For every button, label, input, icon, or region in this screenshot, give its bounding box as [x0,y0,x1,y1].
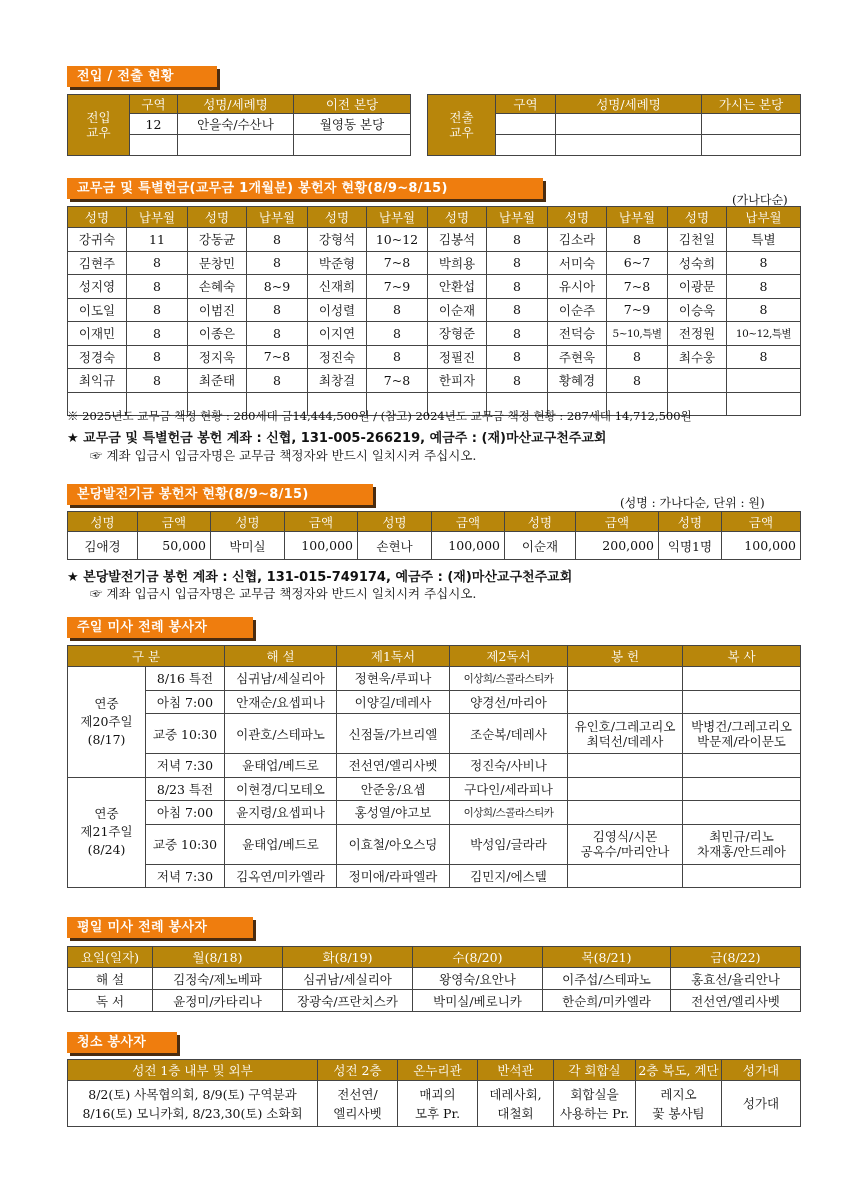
table-cell [556,135,702,156]
table-cell: 홍성열/야고보 [337,801,450,825]
table-cell [68,1081,318,1127]
header-cell: 성가대 [722,1060,801,1081]
table-cell: 정진숙/사비나 [450,754,568,778]
header-cell: 2층 복도, 계단 [636,1060,722,1081]
header-cell: 납부월 [247,207,308,228]
table-cell: 정진숙 [308,345,367,369]
table-cell [683,754,801,778]
fund-section-title: 본당발전기금 봉헌자 현황(8/9~8/15) [67,484,373,505]
table-cell: 박성임/글라라 [450,824,568,864]
table-cell: 월영동 본당 [294,114,411,135]
transfer-in-table [67,94,411,156]
transfer-in-label: 전입 교우 [68,95,130,156]
table-cell: 5~10,특별 [607,322,668,346]
table-cell: 최준태 [188,369,247,393]
table-cell [683,690,801,714]
dues-table [67,206,801,416]
table-cell: 안준웅/요셉 [337,777,450,801]
table-cell: 8 [487,369,548,393]
header-cell: 구역 [130,95,178,114]
cleaning-table [67,1059,801,1127]
cell-line: 매괴의 [419,1086,456,1102]
cell-line: 성가대 [742,1096,780,1111]
table-cell: 김천일 [668,228,727,252]
week-label-line: 연중 [94,806,119,822]
table-cell: 8 [487,298,548,322]
table-cell: 강귀숙 [68,228,127,252]
table-cell: 이성렬 [308,298,367,322]
header-cell: 금액 [138,512,211,532]
table-cell: 12 [130,114,178,135]
table-cell: 7~8 [367,251,428,275]
table-cell: 8 [487,228,548,252]
header-cell: 성명 [68,512,138,532]
table-cell: 이지연 [308,322,367,346]
table-row [68,667,801,691]
table-cell: 김현주 [68,251,127,275]
header-cell: 월(8/18) [153,947,283,968]
table-cell: 이순재 [428,298,487,322]
table-cell: 김봉석 [428,228,487,252]
table-cell: 8 [127,298,188,322]
table-cell: 손현나 [358,532,432,560]
header-cell: 각 회합실 [554,1060,636,1081]
dues-account: ★ 교무금 및 특별헌금 봉헌 계좌 : 신협, 131-005-266219, 예금주 : (재)마산교구천주교회 [67,431,607,446]
table-cell [683,667,801,691]
cell-line: 8/16(토) 모니카회, 8/23,30(토) 소화회 [82,1105,303,1121]
table-cell: 김민지/에스텔 [450,864,568,888]
mass-time: 저녁 7:30 [146,864,225,888]
table-cell: 김애경 [68,532,138,560]
header-cell: 구역 [496,95,556,114]
cell-line: 박문제/라이문도 [697,733,786,749]
week-label [68,667,146,778]
table-cell: 윤태업/베드로 [225,824,337,864]
cell-line: 박병건/그레고리오 [691,718,792,734]
header-cell: 성명 [428,207,487,228]
table-cell [568,714,683,754]
table-cell: 정현욱/루피나 [337,667,450,691]
table-row [68,824,801,864]
header-cell: 해 설 [225,646,337,667]
table-cell: 10~12,특별 [727,322,801,346]
table-cell [318,1081,398,1127]
table-cell: 8 [127,369,188,393]
table-cell: 8 [247,369,308,393]
header-cell: 금(8/22) [671,947,801,968]
cell-line: 유인호/그레고리오 [574,718,676,734]
table-cell: 7~8 [607,275,668,299]
table-cell: 8 [487,322,548,346]
table-row [68,754,801,778]
header-cell: 화(8/19) [283,947,413,968]
table-cell [568,667,683,691]
cell-line: 최민규/리노 [709,829,774,844]
weekday-section-title: 평일 미사 전례 봉사자 [67,917,253,938]
table-cell [702,135,801,156]
table-cell: 정필진 [428,345,487,369]
header-cell: 납부월 [607,207,668,228]
table-cell: 7~9 [367,275,428,299]
table-cell: 손혜숙 [188,275,247,299]
table-cell: 이상희/스콜라스티카 [450,667,568,691]
table-cell: 해 설 [68,968,153,990]
table-cell [554,1081,636,1127]
table-row [68,275,801,299]
header-cell: 온누리관 [398,1060,478,1081]
table-cell: 왕영숙/요안나 [413,968,543,990]
table-cell: 최익규 [68,369,127,393]
table-row [68,714,801,754]
table-cell: 8 [727,345,801,369]
header-cell: 성명/세례명 [178,95,294,114]
table-cell: 8 [247,322,308,346]
cell-line: 김영식/시몬 [592,829,658,844]
table-cell [568,824,683,864]
fund-table [67,511,801,560]
cell-line: 사용하는 Pr. [559,1105,630,1121]
header-cell: 성명 [505,512,576,532]
table-cell: 특별 [727,228,801,252]
table-row [68,345,801,369]
table-cell: 200,000 [576,532,659,560]
table-cell: 정경숙 [68,345,127,369]
table-cell: 전선연/엘리사벳 [671,990,801,1012]
header-cell: 성전 1층 내부 및 외부 [68,1060,318,1081]
table-cell [398,1081,478,1127]
table-cell: 정미애/라파엘라 [337,864,450,888]
table-cell: 8 [727,298,801,322]
table-cell: 8 [487,345,548,369]
table-cell: 이종은 [188,322,247,346]
table-cell: 이관호/스테파노 [225,714,337,754]
table-row [68,369,801,393]
table-cell [568,690,683,714]
header-cell: 금액 [432,512,505,532]
header-cell: 목(8/21) [543,947,671,968]
cell-line: 모후 Pr. [414,1105,461,1121]
cell-line: 꽃 봉사팀 [652,1105,705,1121]
transfer-out-label: 전출 교우 [428,95,496,156]
table-cell: 전선연/엘리사벳 [337,754,450,778]
table-cell [568,864,683,888]
table-row [68,777,801,801]
table-cell: 8 [127,275,188,299]
dues-section-title: 교무금 및 특별헌금(교무금 1개월분) 봉헌자 현황(8/9~8/15) [67,178,543,199]
header-cell: 구 분 [68,646,225,667]
table-cell [668,369,727,393]
table-cell [568,801,683,825]
table-cell: 독 서 [68,990,153,1012]
table-cell: 김정숙/제노베파 [153,968,283,990]
table-cell: 신점돌/가브리엘 [337,714,450,754]
cell-line: 최덕선/데레사 [586,733,664,749]
table-cell: 11 [127,228,188,252]
header-cell: 성전 2층 [318,1060,398,1081]
table-cell: 50,000 [138,532,211,560]
table-cell: 안재순/요셉피나 [225,690,337,714]
week-label-line: 제21주일 [80,824,133,840]
mass-time: 교중 10:30 [146,824,225,864]
table-cell: 전덕승 [548,322,607,346]
cell-line: 데레사회, [489,1086,542,1102]
table-cell: 8 [247,298,308,322]
table-row [68,864,801,888]
table-cell [496,114,556,135]
header-cell: 납부월 [367,207,428,228]
header-cell: 이전 본당 [294,95,411,114]
table-cell: 박희용 [428,251,487,275]
table-cell: 김옥연/미카엘라 [225,864,337,888]
table-cell: 이순재 [505,532,576,560]
dues-status-note: ※ 2025년도 교무금 책정 현황 : 280세대 금14,444,500원 / (참고) 2024년도 교무금 책정 현황 : 287세대 14,712,500원 [67,409,692,423]
table-cell: 100,000 [285,532,358,560]
weekday-table [67,946,801,1012]
table-cell: 8 [127,345,188,369]
header-cell: 성명 [358,512,432,532]
table-cell: 김소라 [548,228,607,252]
table-cell: 박준형 [308,251,367,275]
cell-line: 공옥수/마리안나 [580,844,670,859]
transfer-section-title: 전입 / 전출 현황 [67,66,217,87]
header-cell: 금액 [722,512,801,532]
table-cell: 8~9 [247,275,308,299]
table-cell: 8 [607,369,668,393]
table-cell [683,824,801,864]
table-cell: 안환섭 [428,275,487,299]
cell-line: 레지오 [660,1086,697,1102]
table-cell: 윤태업/베드로 [225,754,337,778]
cell-line: 8/2(토) 사목협의회, 8/9(토) 구역분과 [88,1086,297,1102]
cell-line: 대철회 [497,1105,534,1121]
table-cell: 이범진 [188,298,247,322]
table-cell: 8 [247,251,308,275]
table-cell: 홍효선/율리안나 [671,968,801,990]
table-cell: 문창민 [188,251,247,275]
table-cell: 10~12 [367,228,428,252]
table-cell: 장광숙/프란치스카 [283,990,413,1012]
table-cell: 한순희/미카엘라 [543,990,671,1012]
header-cell: 수(8/20) [413,947,543,968]
table-cell: 서미숙 [548,251,607,275]
table-cell: 7~8 [247,345,308,369]
table-cell: 양경선/마리아 [450,690,568,714]
table-cell [683,714,801,754]
table-cell: 7~8 [367,369,428,393]
week-label-line: (8/24) [87,842,126,858]
table-cell: 박미실/베로니카 [413,990,543,1012]
dues-order-note: (가나다순) [732,193,788,207]
header-cell: 성명 [68,207,127,228]
table-cell: 한피자 [428,369,487,393]
table-cell: 이재민 [68,322,127,346]
table-cell: 성지영 [68,275,127,299]
fund-account: ★ 본당발전기금 봉헌 계좌 : 신협, 131-015-749174, 예금주 : (재)마산교구천주교회 [67,570,573,585]
table-row [68,801,801,825]
table-cell: 강형석 [308,228,367,252]
mass-time: 저녁 7:30 [146,754,225,778]
table-cell: 이승욱 [668,298,727,322]
table-cell: 이양길/데레사 [337,690,450,714]
cell-line: 엘리사벳 [333,1105,382,1121]
table-cell [568,777,683,801]
week-label-line: 연중 [94,695,119,711]
table-cell: 유시아 [548,275,607,299]
cell-line: 회합실을 [570,1086,619,1102]
table-cell: 최수웅 [668,345,727,369]
header-cell: 납부월 [727,207,801,228]
table-cell [722,1081,801,1127]
sunday-section-title: 주일 미사 전례 봉사자 [67,617,253,638]
header-cell: 성명 [668,207,727,228]
table-cell: 100,000 [722,532,801,560]
mass-time: 8/23 특전 [146,777,225,801]
table-cell: 최창걸 [308,369,367,393]
table-cell: 윤지령/요셉피나 [225,801,337,825]
table-cell [568,754,683,778]
table-cell [683,777,801,801]
table-cell: 8 [127,322,188,346]
table-cell: 8 [367,298,428,322]
table-cell: 황혜경 [548,369,607,393]
header-cell: 요일(일자) [68,947,153,968]
table-cell [727,369,801,393]
table-cell: 주현욱 [548,345,607,369]
table-cell: 정지욱 [188,345,247,369]
table-cell: 조순복/데레사 [450,714,568,754]
table-cell [683,864,801,888]
table-cell [683,801,801,825]
table-cell: 8 [727,251,801,275]
fund-account-note: ☞ 계좌 입금시 입금자명은 교무금 책정자와 반드시 일치시켜 주십시오. [90,586,477,601]
table-cell: 강동균 [188,228,247,252]
table-cell: 전정원 [668,322,727,346]
table-cell [727,392,801,416]
table-cell [556,114,702,135]
week-label-line: (8/17) [87,731,126,747]
header-cell: 봉 헌 [568,646,683,667]
table-row [68,251,801,275]
table-row [68,968,801,990]
transfer-out-table [427,94,801,156]
table-cell [702,114,801,135]
header-cell: 제2독서 [450,646,568,667]
mass-time: 아침 7:00 [146,690,225,714]
table-cell: 8 [607,228,668,252]
table-cell: 100,000 [432,532,505,560]
sunday-table [67,645,801,888]
table-cell: 이효철/아오스딩 [337,824,450,864]
table-cell: 윤정미/카타리나 [153,990,283,1012]
table-row [68,322,801,346]
header-cell: 반석관 [478,1060,554,1081]
header-cell: 납부월 [487,207,548,228]
table-row [68,228,801,252]
table-cell: 구다인/세라피나 [450,777,568,801]
table-cell: 심귀남/세실리아 [225,667,337,691]
table-cell: 심귀남/세실리아 [283,968,413,990]
mass-time: 교중 10:30 [146,714,225,754]
table-cell: 안을숙/수산나 [178,114,294,135]
table-cell: 이순주 [548,298,607,322]
header-cell: 가시는 본당 [702,95,801,114]
dues-account-note: ☞ 계좌 입금시 입금자명은 교무금 책정자와 반드시 일치시켜 주십시오. [90,448,477,463]
table-cell: 장형준 [428,322,487,346]
table-cell: 이상희/스콜라스티카 [450,801,568,825]
header-cell: 복 사 [683,646,801,667]
table-row [68,990,801,1012]
header-cell: 성명/세례명 [556,95,702,114]
table-cell: 7~9 [607,298,668,322]
table-cell: 이주섭/스테파노 [543,968,671,990]
fund-order-note: (성명 : 가나다순, 단위 : 원) [620,496,765,510]
mass-time: 8/16 특전 [146,667,225,691]
table-cell: 8 [367,322,428,346]
cell-line: 전선연/ [337,1086,378,1102]
header-cell: 성명 [659,512,722,532]
table-cell [636,1081,722,1127]
cell-line: 차재홍/안드레아 [697,844,786,859]
table-cell: 8 [487,251,548,275]
table-cell: 성숙희 [668,251,727,275]
week-label-line: 제20주일 [80,713,133,729]
table-cell: 8 [367,345,428,369]
table-row [68,690,801,714]
header-cell: 납부월 [127,207,188,228]
header-cell: 성명 [188,207,247,228]
table-row [68,298,801,322]
table-cell: 8 [727,275,801,299]
table-cell: 익명1명 [659,532,722,560]
table-cell: 신재희 [308,275,367,299]
header-cell: 금액 [576,512,659,532]
table-cell: 박미실 [211,532,285,560]
table-cell: 8 [127,251,188,275]
header-cell: 금액 [285,512,358,532]
header-cell: 성명 [548,207,607,228]
week-label [68,777,146,888]
table-cell: 이도일 [68,298,127,322]
table-cell: 이현경/디모테오 [225,777,337,801]
table-cell: 8 [247,228,308,252]
header-cell: 성명 [308,207,367,228]
header-cell: 제1독서 [337,646,450,667]
table-cell [130,135,178,156]
table-cell [496,135,556,156]
table-cell: 8 [487,275,548,299]
table-cell [178,135,294,156]
header-cell: 성명 [211,512,285,532]
cleaning-section-title: 청소 봉사자 [67,1032,177,1053]
mass-time: 아침 7:00 [146,801,225,825]
table-cell: 8 [607,345,668,369]
table-cell [478,1081,554,1127]
table-cell: 6~7 [607,251,668,275]
table-cell: 이광문 [668,275,727,299]
table-cell [294,135,411,156]
